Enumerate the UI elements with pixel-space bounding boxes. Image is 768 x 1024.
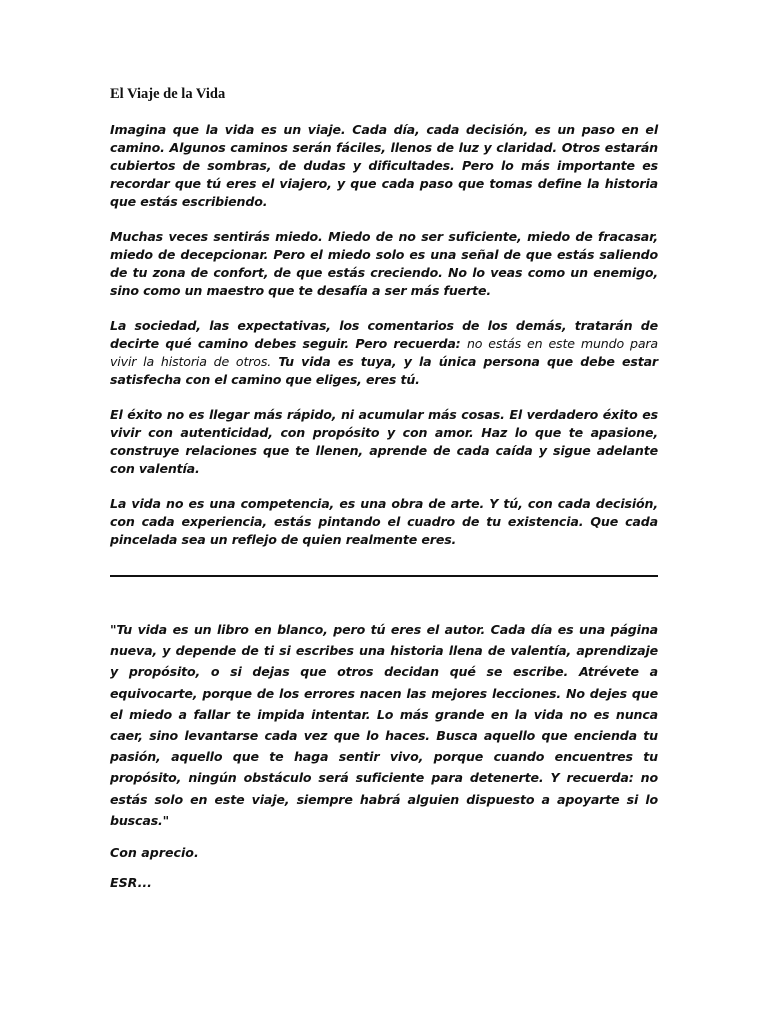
paragraph-society-emphasis: no estás en este mundo para vivir la historia de otros.: [110, 336, 658, 369]
paragraph-art: La vida no es una competencia, es una obra de arte. Y tú, con cada decisión, con cada experiencia, estás pintando el cuadro de tu existencia. Que cada pincelada sea un reflejo de quien realmente eres.: [110, 496, 658, 547]
paragraph-society: [110, 317, 658, 389]
document-page: [110, 84, 658, 904]
document-title: El Viaje de la Vida: [110, 86, 226, 102]
paragraph-fear: Muchas veces sentirás miedo. Miedo de no ser suficiente, miedo de fracasar, miedo de decepcionar. Pero el miedo solo es una señal de que estás saliendo de tu zona de confort, de que estás creciendo. No lo veas como un enemigo, sino como un maestro que te desafía a ser más fuerte.: [110, 229, 658, 298]
closing-line: Con aprecio.: [110, 845, 199, 861]
paragraph-society-after: Tu vida es tuya, y la única persona que debe estar satisfecha con el camino que eliges, eres tú.: [110, 354, 658, 387]
paragraph-journey: Imagina que la vida es un viaje. Cada día, cada decisión, es un paso en el camino. Algunos caminos serán fáciles, llenos de luz y claridad. Otros estarán cubiertos de sombras, de dudas y dificultades. Pero lo más importante es recordar que tú eres el viajero, y que cada paso que tomas define la historia que estás escribiendo.: [110, 122, 658, 209]
quote-paragraph: "Tu vida es un libro en blanco, pero tú eres el autor. Cada día es una página nueva, y depende de ti si escribes una historia llena de valentía, aprendizaje y propósito, o si dejas que otros decidan qué se escribe. Atrévete a equivocarte, porque de los errores nacen las mejores lecciones. No dejes que el miedo a fallar te impida intentar. Lo más grande en la vida no es nunca caer, sino levantarse cada vez que lo haces. Busca aquello que encienda tu pasión, aquello que te haga sentir vivo, porque cuando encuentres tu propósito, ningún obstáculo será suficiente para detenerte. Y recuerda: no estás solo en este viaje, siempre habrá alguien dispuesto a apoyarte si lo buscas.": [110, 622, 658, 828]
paragraph-success: El éxito no es llegar más rápido, ni acumular más cosas. El verdadero éxito es vivir con autenticidad, con propósito y con amor. Haz lo que te apasione, construye relaciones que te llenen, aprende de cada caída y sigue adelante con valentía.: [110, 407, 658, 476]
signature: ESR...: [110, 875, 152, 891]
paragraph-society-before: La sociedad, las expectativas, los comentarios de los demás, tratarán de decirte qué camino debes seguir. Pero recuerda:: [110, 318, 658, 351]
section-divider: [110, 575, 658, 577]
